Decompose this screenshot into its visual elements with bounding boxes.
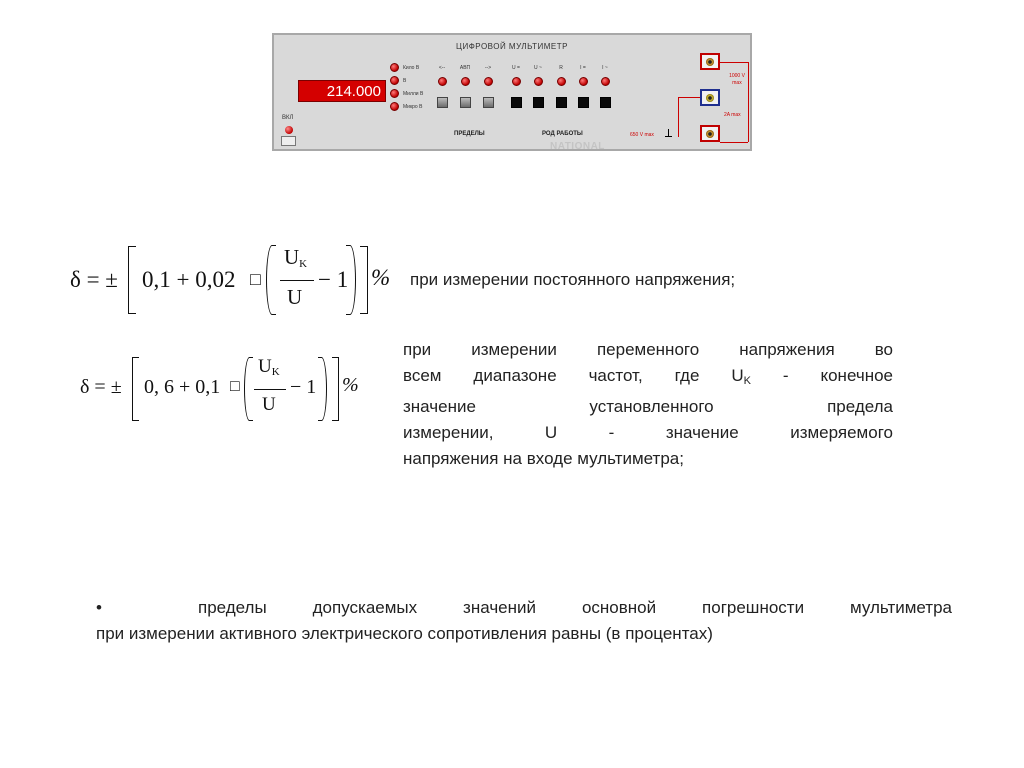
watermark-logo: NATIONAL [550,141,605,152]
bullet-second-line: при измерении активного электрического сопротивления равны (в процентах) [96,624,713,643]
led-icon [390,76,399,85]
description-line: всем диапазоне частот, где $U_K$ - конечное [403,366,893,387]
range-item-milli[interactable]: Милли В [390,89,423,98]
range-item-kilo[interactable]: Кило В [390,63,419,72]
mode-label-resistance: R [559,65,563,71]
fraction-denominator: U [287,285,303,309]
mode-led-icon [534,77,543,86]
jack-1000v[interactable] [700,53,720,70]
formula-dc-caption: при измерении постоянного напряжения; [410,270,736,289]
resistance-button[interactable] [556,97,567,108]
mode-led-icon [557,77,566,86]
percent-sign: % [342,374,359,396]
max-voltage-label: 650 V max [630,132,654,138]
terminal-2a-label: 2A max [724,112,741,118]
wire [678,97,700,98]
formula-dc [70,243,400,318]
range-down-button[interactable] [437,97,448,108]
power-button[interactable] [281,136,296,146]
left-bracket [128,246,136,314]
bullet-marker: • [96,598,102,617]
auto-range-button[interactable] [460,97,471,108]
led-icon [390,102,399,111]
wire [720,142,748,143]
range-item-micro[interactable]: Микро В [390,102,422,111]
ac-current-button[interactable] [600,97,611,108]
formula-ac-description [403,337,893,472]
ac-voltage-button[interactable] [533,97,544,108]
mode-led-icon [579,77,588,86]
fraction-numerator: $U_K$ [284,245,308,270]
bullet-first-line: • пределы допускаемых значений основной погрешности мультиметра [96,595,952,621]
fraction-denominator: U [262,394,276,415]
power-indicator-icon [285,126,293,134]
formula-body: 0,1 + 0,02 [142,267,236,292]
right-bracket [332,357,339,421]
right-paren [346,245,356,315]
power-label: ВКЛ [282,115,294,121]
mode-led-icon [461,77,470,86]
fraction-line [280,280,314,281]
left-paren [244,357,253,421]
bullet-paragraph [96,595,952,647]
right-paren [318,357,327,421]
percent-sign: % [371,265,391,290]
mode-led-icon [512,77,521,86]
fraction-numerator: $U_K$ [258,356,280,378]
box-glyph: □ [230,378,240,395]
multimeter-panel [272,33,752,151]
mode-label-left: <-- [438,65,446,71]
jack-common[interactable] [700,89,720,106]
multimeter-title: ЦИФРОВОЙ МУЛЬТИМЕТР [456,42,568,51]
mode-label-ac-voltage: U ~ [534,65,542,71]
description-line: напряжения на входе мультиметра; [403,449,684,468]
dc-voltage-button[interactable] [511,97,522,108]
multimeter-display: 214.000 [298,80,386,102]
left-paren [266,245,276,315]
wire [720,62,748,63]
jack-2a[interactable] [700,125,720,142]
formula-ac [80,355,380,425]
box-glyph: □ [250,269,261,289]
terminal-block [684,35,750,149]
description-line: значение установленного предела [403,397,893,416]
jack-icon [706,58,714,66]
fraction-line [254,389,286,390]
terminal-1000v-label: 1000 V max [729,73,745,86]
mode-label-dc-current: I = [580,65,586,71]
dc-current-button[interactable] [578,97,589,108]
jack-icon [706,94,714,102]
minus-one: − 1 [318,267,349,292]
mode-led-icon [601,77,610,86]
led-icon [390,63,399,72]
mode-label-right: --> [484,65,492,71]
mode-label-dc-voltage: U = [512,65,520,71]
ground-icon [668,129,669,137]
left-bracket [132,357,139,421]
right-bracket [360,246,368,314]
range-up-button[interactable] [483,97,494,108]
description-line: при измерении переменного напряжения во [403,340,893,359]
ranges-group-label: ПРЕДЕЛЫ [454,131,485,137]
formula-lhs: δ = ± [70,267,118,292]
mode-group-label: РОД РАБОТЫ [542,131,583,137]
mode-label-auto: АВП [459,65,471,71]
wire [678,97,679,137]
jack-icon [706,130,714,138]
mode-label-ac-current: I ~ [602,65,608,71]
minus-one: − 1 [290,376,317,398]
mode-led-icon [484,77,493,86]
range-item-volt[interactable]: В [390,76,406,85]
mode-led-icon [438,77,447,86]
description-line: измерении, U - значение измеряемого [403,423,893,442]
led-icon [390,89,399,98]
formula-body: 0, 6 + 0,1 [144,376,221,398]
formula-lhs: δ = ± [80,376,122,398]
